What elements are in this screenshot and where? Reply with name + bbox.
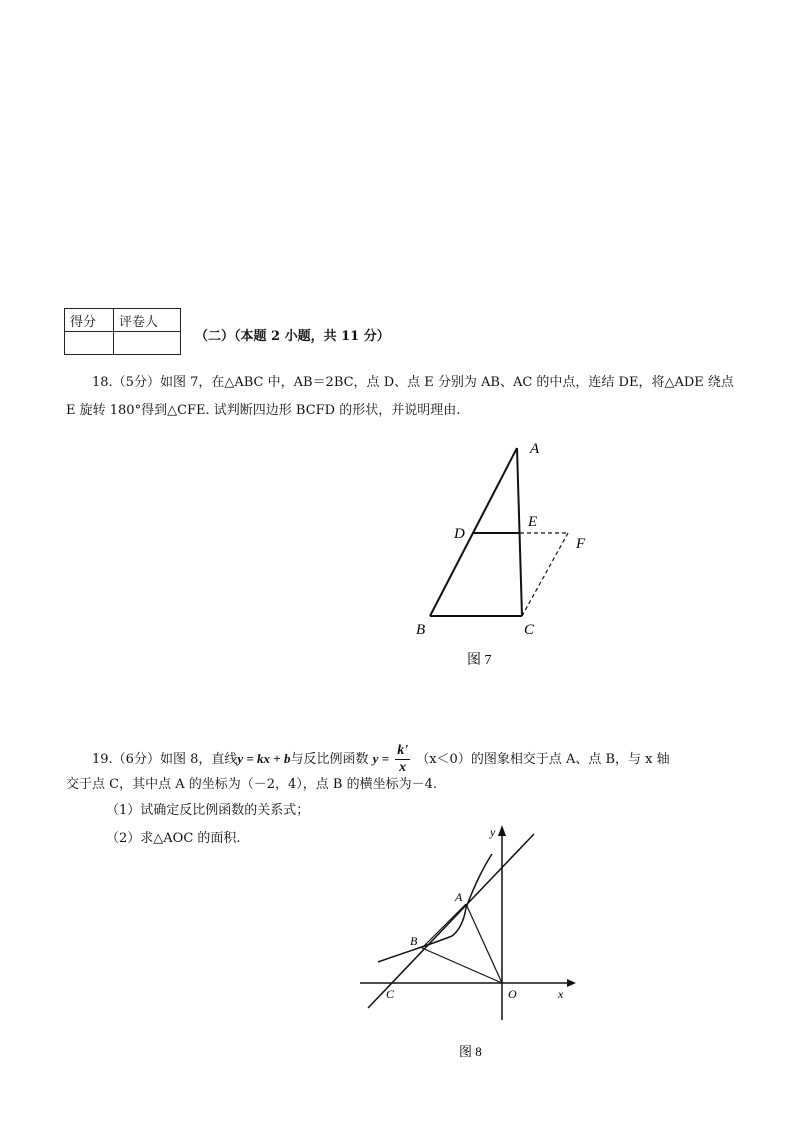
label-b: B [410,934,418,948]
label-f: F [576,536,586,552]
hyperbola-branch [378,854,492,962]
label-x: x [558,987,564,1001]
score-label: 得分 [65,309,114,332]
grader-label: 评卷人 [114,309,181,332]
line-y-kx-b [368,834,534,1008]
figure-8-caption: 图 8 [459,1044,482,1059]
label-e: E [528,514,538,530]
label-a: A [530,441,540,457]
section-title: （二）（本题 2 小题，共 11 分） [195,329,390,344]
score-cell[interactable] [65,332,114,355]
label-c: C [386,987,395,1001]
label-y: y [490,825,496,839]
function-fraction: $\frac{k'}{x}$ [397,743,409,775]
label-c: C [524,622,535,638]
segment-bo [422,948,502,983]
score-table [64,308,181,355]
figure-7 [410,436,610,668]
y-axis-arrow [498,825,506,836]
q19-line1: 19.（6分）如图 8，直线y = kx + b与反比例函数 y = $\frac{k'}{x}$ （x＜0）的图象相交于点 A、点 B，与 x 轴 [92,743,670,775]
figure-8 [352,820,582,1065]
q18-line2: E 旋转 180°得到△CFE. 试判断四边形 BCFD 的形状，并说明理由. [66,403,461,418]
label-b: B [416,622,426,638]
q19-line2: 交于点 C，其中点 A 的坐标为（－2，4），点 B 的横坐标为－4. [66,777,437,792]
q19-sub1: （1）试确定反比例函数的关系式； [106,803,310,818]
label-o: O [508,987,517,1001]
label-d: D [454,526,465,542]
segment-ao [466,904,502,983]
segment-fc [522,533,568,616]
figure-7-caption: 图 7 [467,653,492,668]
label-a: A [455,890,463,904]
x-axis-arrow [567,979,576,987]
q19-sub2: （2）求△AOC 的面积. [106,831,241,846]
segment-ab [422,904,466,948]
q18-line1: 18.（5分）如图 7，在△ABC 中，AB＝2BC，点 D、点 E 分别为 AB、AC 的中点，连结 DE，将△ADE 绕点 [92,375,734,390]
function-y: y = [372,751,390,766]
grader-cell[interactable] [114,332,181,355]
line-equation: y = kx + b [237,751,291,766]
